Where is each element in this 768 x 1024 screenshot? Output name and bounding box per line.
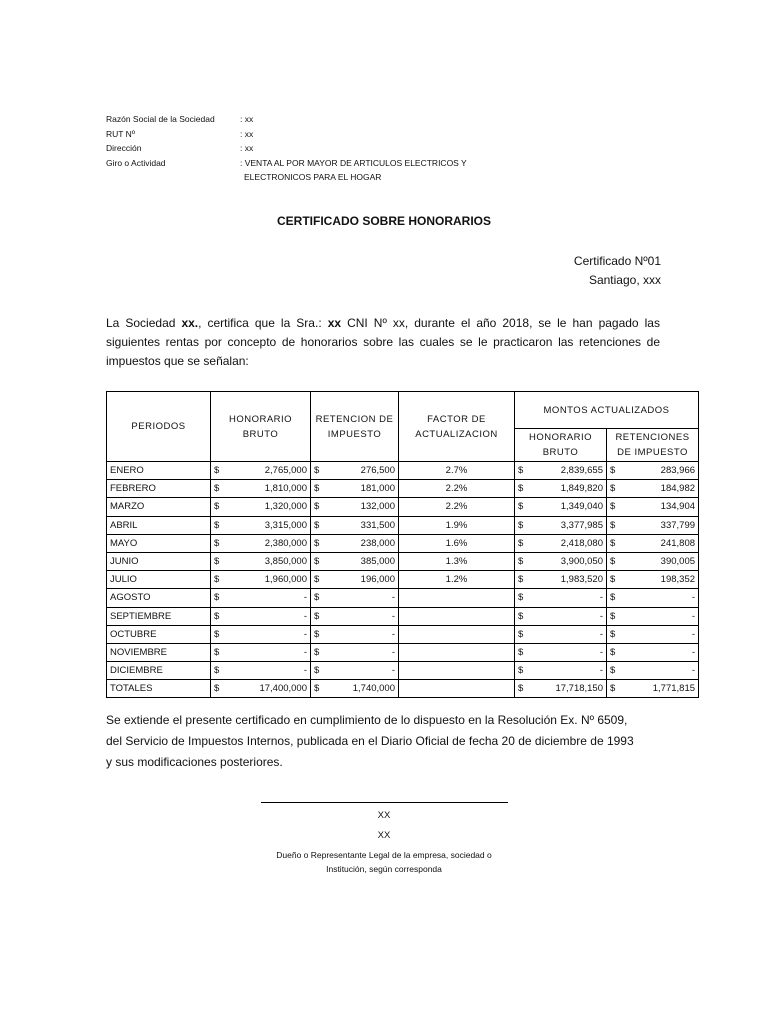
header-montos-actualizados: MONTOS ACTUALIZADOS — [515, 392, 699, 429]
cell-retencion-actualizada — [607, 680, 699, 698]
certificate-number: Certificado Nº01 — [573, 254, 661, 268]
cell-honorario-actualizado-value: 3,900,050 — [560, 556, 603, 568]
cell-honorario-actualizado — [515, 480, 607, 498]
cell-retencion-actualizada-value: 198,352 — [660, 574, 696, 586]
cell-honorario-value: 3,850,000 — [264, 556, 307, 568]
cell-retencion-value: 385,000 — [360, 556, 395, 568]
cell-honorario-value: 1,320,000 — [264, 501, 307, 513]
currency-symbol: $ — [610, 483, 616, 495]
cell-retencion-value: - — [391, 592, 395, 604]
cell-honorario-value: - — [303, 628, 307, 640]
signer-role-line: Institución, según corresponda — [326, 864, 442, 874]
currency-symbol: $ — [214, 465, 220, 477]
cell-periodo: MAYO — [107, 534, 211, 552]
table-row — [107, 589, 699, 607]
cell-honorario — [211, 462, 311, 480]
table-row — [107, 552, 699, 570]
header-factor-actualizacion: FACTOR DE ACTUALIZACION — [399, 392, 515, 462]
cell-periodo: ENERO — [107, 462, 211, 480]
currency-symbol: $ — [314, 465, 320, 477]
cell-retencion — [311, 643, 399, 661]
cell-retencion-actualizada-value: 390,005 — [660, 556, 696, 568]
cell-honorario-actualizado — [515, 643, 607, 661]
header-row-direccion — [106, 141, 467, 156]
table-row — [107, 534, 699, 552]
cell-retencion-actualizada — [607, 552, 699, 570]
cell-periodo: FEBRERO — [107, 480, 211, 498]
table-row — [107, 462, 699, 480]
cell-retencion-actualizada — [607, 589, 699, 607]
header-honorario-bruto: HONORARIO BRUTO — [211, 392, 311, 462]
cell-retencion-actualizada-value: 1,771,815 — [652, 683, 696, 695]
currency-symbol: $ — [214, 501, 220, 513]
cell-factor: 1.3% — [399, 552, 515, 570]
currency-symbol: $ — [610, 592, 616, 604]
table-row — [107, 607, 699, 625]
document-title: CERTIFICADO SOBRE HONORARIOS — [276, 214, 491, 228]
currency-symbol: $ — [314, 683, 320, 695]
cell-retencion-actualizada — [607, 625, 699, 643]
header-value: : VENTA AL POR MAYOR DE ARTICULOS ELECTRICOS Y — [240, 157, 467, 168]
legal-footer — [106, 710, 666, 773]
table-row — [107, 480, 699, 498]
cell-periodo: JULIO — [107, 571, 211, 589]
currency-symbol: $ — [214, 646, 220, 658]
currency-symbol: $ — [214, 683, 220, 695]
cell-retencion-actualizada — [607, 516, 699, 534]
currency-symbol: $ — [214, 574, 220, 586]
cell-retencion — [311, 571, 399, 589]
cell-periodo: TOTALES — [107, 680, 211, 698]
header-value: : xx — [240, 128, 254, 139]
currency-symbol: $ — [314, 665, 320, 677]
signer-name: XX — [377, 810, 391, 821]
cell-honorario — [211, 534, 311, 552]
cell-honorario-value: 2,380,000 — [264, 537, 307, 549]
footer-line: Se extiende el presente certificado en cumplimiento de lo dispuesto en la Resolución Ex. Nº 6509, — [106, 713, 628, 727]
cell-factor: 2.2% — [399, 480, 515, 498]
table-row — [107, 680, 699, 698]
cell-retencion-actualizada-value: 337,799 — [660, 519, 696, 531]
cell-retencion-value: 196,000 — [360, 574, 395, 586]
cell-factor: 2.7% — [399, 462, 515, 480]
cell-retencion-actualizada — [607, 534, 699, 552]
cell-periodo: OCTUBRE — [107, 625, 211, 643]
signature-line — [261, 802, 508, 803]
cell-honorario-actualizado-value: - — [599, 665, 603, 677]
cell-retencion-value: 181,000 — [360, 483, 395, 495]
cell-retencion-value: 132,000 — [360, 501, 395, 513]
cell-retencion-actualizada-value: 241,808 — [660, 537, 696, 549]
header-label: Dirección — [106, 143, 142, 153]
table-row — [107, 516, 699, 534]
cell-honorario-actualizado — [515, 552, 607, 570]
currency-symbol: $ — [610, 665, 616, 677]
cell-honorario-value: - — [303, 592, 307, 604]
currency-symbol: $ — [314, 501, 320, 513]
cell-honorario — [211, 552, 311, 570]
cell-honorario-value: 2,765,000 — [264, 465, 307, 477]
footer-line: y sus modificaciones posteriores. — [106, 755, 283, 769]
cell-honorario-actualizado — [515, 534, 607, 552]
cell-honorario-value: 1,960,000 — [264, 574, 307, 586]
cell-periodo: DICIEMBRE — [107, 662, 211, 680]
cell-retencion-actualizada — [607, 571, 699, 589]
cell-factor: 2.2% — [399, 498, 515, 516]
cell-retencion-actualizada-value: 283,966 — [660, 465, 696, 477]
currency-symbol: $ — [518, 574, 524, 586]
cell-honorario-actualizado-value: 3,377,985 — [560, 519, 603, 531]
currency-symbol: $ — [610, 501, 616, 513]
header-label: Giro o Actividad — [106, 157, 166, 168]
paragraph-text: CNI Nº xx, durante el año 2018, se le han pagado las siguientes rentas por concepto de honorarios sobre las cuales se le practicaron las retenciones de impuestos que se señalan: — [106, 316, 660, 368]
company-header — [106, 112, 467, 185]
cell-retencion — [311, 534, 399, 552]
certification-paragraph — [106, 314, 660, 371]
cell-factor — [399, 607, 515, 625]
cell-retencion — [311, 607, 399, 625]
currency-symbol: $ — [314, 628, 320, 640]
cell-retencion-actualizada — [607, 662, 699, 680]
cell-honorario-actualizado — [515, 680, 607, 698]
cell-factor — [399, 680, 515, 698]
cell-honorario-value: - — [303, 646, 307, 658]
cell-retencion-actualizada-value: - — [691, 628, 696, 640]
table-row — [107, 498, 699, 516]
header-value: : xx — [240, 143, 254, 153]
signer-id: XX — [377, 830, 391, 841]
cell-honorario-actualizado-value: - — [599, 628, 603, 640]
cell-retencion-value: 238,000 — [360, 537, 395, 549]
cell-honorario-actualizado — [515, 625, 607, 643]
cell-retencion-actualizada-value: 184,982 — [660, 483, 696, 495]
footer-line: del Servicio de Impuestos Internos, publicada en el Diario Oficial de fecha 20 de diciembre de 1993 — [106, 734, 634, 748]
cell-honorario-actualizado — [515, 607, 607, 625]
honorarios-table — [106, 391, 699, 698]
cell-periodo: AGOSTO — [107, 589, 211, 607]
currency-symbol: $ — [518, 628, 524, 640]
currency-symbol: $ — [610, 646, 616, 658]
cell-retencion — [311, 516, 399, 534]
cell-retencion-value: - — [391, 646, 395, 658]
cell-retencion-value: - — [391, 610, 395, 622]
currency-symbol: $ — [314, 610, 320, 622]
cell-honorario — [211, 589, 311, 607]
header-retencion-impuesto: RETENCION DE IMPUESTO — [311, 392, 399, 462]
cell-retencion-actualizada-value: 134,904 — [660, 501, 696, 513]
cell-retencion-actualizada — [607, 643, 699, 661]
cell-honorario-value: 17,400,000 — [259, 683, 307, 695]
cell-honorario-actualizado-value: - — [599, 592, 603, 604]
company-name: xx. — [181, 316, 199, 330]
cell-honorario-actualizado-value: 17,718,150 — [555, 683, 603, 695]
cell-retencion-value: 276,500 — [360, 465, 395, 477]
table-row — [107, 625, 699, 643]
paragraph-text: La Sociedad — [106, 316, 182, 330]
cell-honorario-actualizado — [515, 589, 607, 607]
cell-honorario-actualizado-value: 2,839,655 — [560, 465, 603, 477]
cell-retencion — [311, 680, 399, 698]
currency-symbol: $ — [214, 519, 220, 531]
header-value: : xx — [240, 114, 254, 124]
table-row — [107, 571, 699, 589]
header-row-rut — [106, 127, 467, 142]
cell-honorario-value: - — [303, 665, 307, 677]
cell-periodo: ABRIL — [107, 516, 211, 534]
header-row-giro — [106, 156, 467, 171]
currency-symbol: $ — [610, 556, 616, 568]
cell-retencion — [311, 480, 399, 498]
cell-retencion-actualizada-value: - — [691, 610, 696, 622]
cell-honorario-actualizado — [515, 662, 607, 680]
cell-honorario — [211, 516, 311, 534]
header-label: RUT Nº — [106, 128, 135, 139]
currency-symbol: $ — [314, 519, 320, 531]
currency-symbol: $ — [610, 574, 616, 586]
cell-retencion-actualizada-value: - — [691, 646, 696, 658]
cell-honorario — [211, 643, 311, 661]
signer-role — [0, 848, 768, 876]
currency-symbol: $ — [214, 537, 220, 549]
cell-honorario-actualizado-value: 1,849,820 — [560, 483, 603, 495]
currency-symbol: $ — [518, 537, 524, 549]
currency-symbol: $ — [314, 483, 320, 495]
currency-symbol: $ — [214, 483, 220, 495]
table-row — [107, 662, 699, 680]
cell-honorario — [211, 662, 311, 680]
cell-retencion — [311, 625, 399, 643]
currency-symbol: $ — [518, 519, 524, 531]
cell-periodo: JUNIO — [107, 552, 211, 570]
cell-honorario — [211, 607, 311, 625]
currency-symbol: $ — [518, 646, 524, 658]
cell-periodo: MARZO — [107, 498, 211, 516]
currency-symbol: $ — [518, 610, 524, 622]
cell-honorario — [211, 680, 311, 698]
currency-symbol: $ — [518, 465, 524, 477]
cell-honorario-actualizado — [515, 462, 607, 480]
cell-honorario-actualizado-value: - — [599, 646, 603, 658]
cell-retencion — [311, 498, 399, 516]
cell-retencion-value: 1,740,000 — [352, 683, 395, 695]
cell-retencion-actualizada — [607, 607, 699, 625]
currency-symbol: $ — [610, 628, 616, 640]
cell-factor — [399, 662, 515, 680]
cell-retencion-value: 331,500 — [360, 519, 395, 531]
cell-retencion — [311, 662, 399, 680]
currency-symbol: $ — [214, 665, 220, 677]
cell-retencion-actualizada — [607, 462, 699, 480]
cell-honorario-actualizado-value: 2,418,080 — [560, 537, 603, 549]
cell-factor: 1.9% — [399, 516, 515, 534]
currency-symbol: $ — [214, 610, 220, 622]
cell-honorario-value: 1,810,000 — [264, 483, 307, 495]
cell-factor: 1.6% — [399, 534, 515, 552]
header-honorario-bruto-actualizado: HONORARIO BRUTO — [515, 429, 607, 462]
cell-honorario — [211, 498, 311, 516]
cell-retencion-actualizada — [607, 480, 699, 498]
cell-retencion — [311, 462, 399, 480]
currency-symbol: $ — [314, 556, 320, 568]
person-name: xx — [327, 316, 342, 330]
currency-symbol: $ — [518, 556, 524, 568]
currency-symbol: $ — [610, 537, 616, 549]
currency-symbol: $ — [518, 683, 524, 695]
cell-periodo: SEPTIEMBRE — [107, 607, 211, 625]
certificate-info — [574, 252, 661, 290]
header-row-razon-social — [106, 112, 467, 127]
cell-factor — [399, 589, 515, 607]
cell-retencion — [311, 552, 399, 570]
cell-retencion-actualizada-value: - — [691, 592, 696, 604]
certificate-place-date: Santiago, xxx — [588, 273, 661, 287]
header-label: Razón Social de la Sociedad — [106, 114, 215, 124]
currency-symbol: $ — [518, 665, 524, 677]
currency-symbol: $ — [518, 483, 524, 495]
cell-honorario-actualizado — [515, 571, 607, 589]
cell-honorario — [211, 625, 311, 643]
cell-retencion-value: - — [391, 628, 395, 640]
cell-retencion-value: - — [391, 665, 395, 677]
table-row — [107, 643, 699, 661]
paragraph-text: , certifica que la Sra.: — [198, 316, 328, 330]
currency-symbol: $ — [518, 501, 524, 513]
cell-retencion — [311, 589, 399, 607]
currency-symbol: $ — [610, 610, 616, 622]
currency-symbol: $ — [214, 556, 220, 568]
header-periodos: PERIODOS — [107, 392, 211, 462]
cell-honorario — [211, 571, 311, 589]
currency-symbol: $ — [518, 592, 524, 604]
cell-retencion-actualizada-value: - — [691, 665, 696, 677]
currency-symbol: $ — [610, 683, 616, 695]
currency-symbol: $ — [610, 465, 616, 477]
currency-symbol: $ — [214, 628, 220, 640]
cell-honorario-actualizado-value: 1,983,520 — [560, 574, 603, 586]
cell-factor: 1.2% — [399, 571, 515, 589]
cell-retencion-actualizada — [607, 498, 699, 516]
signer-role-line: Dueño o Representante Legal de la empresa, sociedad o — [276, 850, 492, 860]
cell-honorario-actualizado-value: 1,349,040 — [560, 501, 603, 513]
cell-honorario-actualizado — [515, 516, 607, 534]
currency-symbol: $ — [314, 592, 320, 604]
currency-symbol: $ — [314, 574, 320, 586]
cell-honorario-value: 3,315,000 — [264, 519, 307, 531]
currency-symbol: $ — [314, 646, 320, 658]
currency-symbol: $ — [610, 519, 616, 531]
cell-periodo: NOVIEMBRE — [107, 643, 211, 661]
cell-honorario-value: - — [303, 610, 307, 622]
cell-factor — [399, 625, 515, 643]
currency-symbol: $ — [314, 537, 320, 549]
header-retenciones-actualizadas: RETENCIONES DE IMPUESTO — [607, 429, 699, 462]
currency-symbol: $ — [214, 592, 220, 604]
cell-factor — [399, 643, 515, 661]
header-giro-continuation: ELECTRONICOS PARA EL HOGAR — [244, 172, 382, 182]
cell-honorario-actualizado — [515, 498, 607, 516]
table-header-row — [107, 392, 699, 429]
cell-honorario-actualizado-value: - — [599, 610, 603, 622]
cell-honorario — [211, 480, 311, 498]
